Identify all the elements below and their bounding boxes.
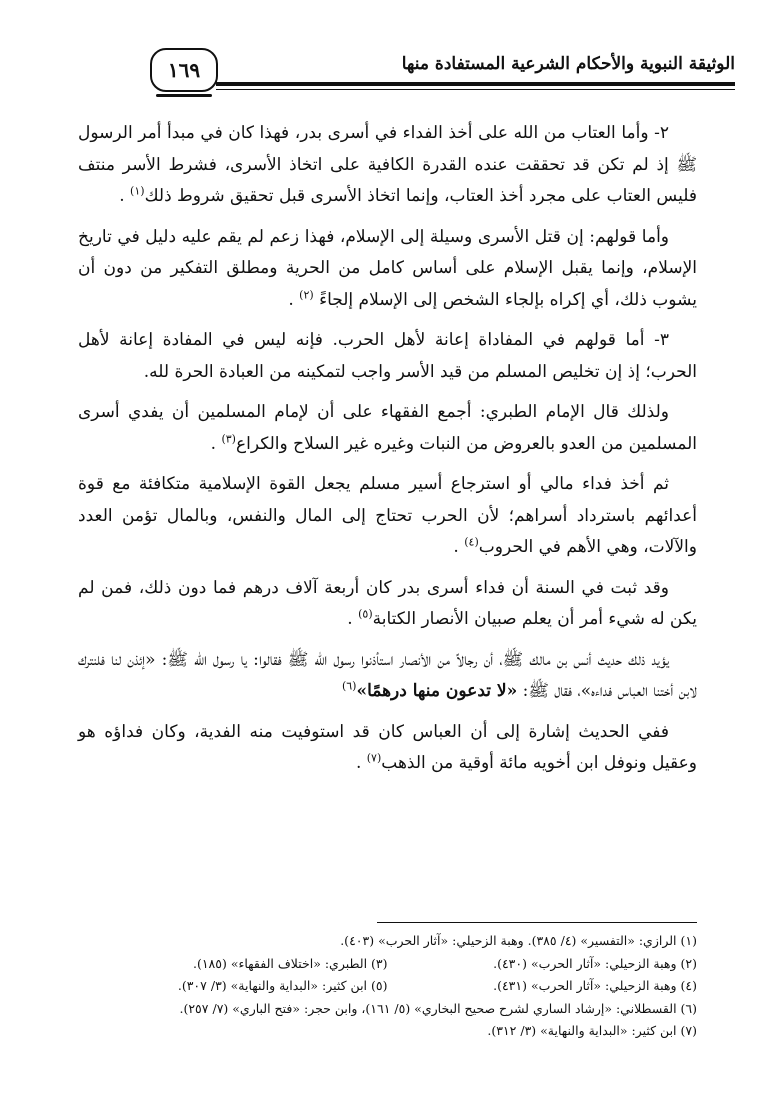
end-mark-8: . xyxy=(355,753,362,773)
footnote-row-4-5 xyxy=(78,975,697,998)
header-rule-thin xyxy=(216,89,735,90)
paragraph-3 xyxy=(78,325,697,388)
paragraph-6 xyxy=(78,573,697,636)
hadith-quote: «لا تدعون منها درهمًا» xyxy=(356,681,518,701)
paragraph-2 xyxy=(78,222,697,317)
paragraph-7-text: يؤيد ذلك حديث أنس بن مالك ﷺ، أن رجالاً من الأنصار استأذنوا رسول الله ﷺ فقالوا: يا رسول الله ﷺ: «إئذن لنا فلنترك لابن أختنا العباس فداءه»، فقال ﷺ: xyxy=(78,649,697,701)
footnotes xyxy=(78,930,697,1043)
paragraph-8-text: ففي الحديث إشارة إلى أن العباس كان قد استوفيت منه الفدية، وكان فداؤه هو وعقيل ونوفل ابن أخويه مائة أوقية من الذهب xyxy=(78,721,697,773)
footnote-separator xyxy=(377,922,697,923)
header-rule-thick xyxy=(216,82,735,86)
footnote-ref-4: (٤) xyxy=(464,535,479,549)
footnote-3: (٣) الطبري: «اختلاف الفقهاء» (١٨٥). xyxy=(192,955,388,971)
paragraph-6-text: وقد ثبت في السنة أن فداء أسرى بدر كان أربعة آلاف درهم فما دون ذلك، فمن لم يكن له شيء أمر أن يعلم صبيان الأنصار الكتابة xyxy=(78,577,697,629)
end-mark-5: . xyxy=(453,537,459,557)
paragraph-7 xyxy=(78,645,697,708)
end-mark-1: . xyxy=(119,186,125,206)
paragraph-4 xyxy=(78,397,697,460)
paragraph-8 xyxy=(78,717,697,780)
footnote-ref-6: (٦) xyxy=(341,679,357,693)
footnote-2: (٢) وهبة الزحيلي: «آثار الحرب» (٤٣٠). xyxy=(493,955,697,971)
footnote-row-2-3 xyxy=(78,953,697,976)
end-mark-6: . xyxy=(347,609,353,629)
end-mark-2: . xyxy=(288,289,294,310)
footnote-ref-5: (٥) xyxy=(358,607,373,621)
footnote-ref-3: (٣) xyxy=(221,431,236,445)
footnote-ref-7: (٧) xyxy=(366,751,382,765)
footnote-ref-1: (١) xyxy=(130,184,145,198)
page-number: ١٦٩ xyxy=(150,48,218,92)
paragraph-4-text: ولذلك قال الإمام الطبري: أجمع الفقهاء على أن لإمام المسلمين أن يفدي أسرى المسلمين من العدو بالعروض من النبات وغيره غير السلاح والكراع xyxy=(78,402,697,454)
footnote-1: (١) الرازي: «التفسير» (٤/ ٣٨٥). وهبة الزحيلي: «آثار الحرب» (٤٠٣). xyxy=(340,933,697,948)
footnote-7: (٧) ابن كثير: «البداية والنهاية» (٣/ ٣١٢). xyxy=(487,1023,697,1038)
paragraph-2-text: وأما قولهم: إن قتل الأسرى وسيلة إلى الإسلام، فهذا زعم لم يقم عليه دليل في تاريخ الإسلام، وإنما يقبل الإسلام على أساس كامل من الحرية ومطلق التفكير من دون أن يشوب ذلك، أي إكراه بإلجاء الشخص إلى الإسلام إلجاءً xyxy=(78,226,697,310)
end-mark-4: . xyxy=(210,433,217,454)
paragraph-1-text: ٢- وأما العتاب من الله على أخذ الفداء في أسرى بدر، فهذا كان في مبدأ أمر الرسول ﷺ إذ لم تكن قد تحققت عنده القدرة الكافية على اتخاذ الأسرى، فشرط الأسر منتف فليس العتاب على مجرد أخذ العتاب، وإنما اتخاذ الأسرى قبل تحقيق شروط ذلك xyxy=(78,123,697,206)
paragraph-3-text: ٣- أما قولهم في المفاداة إعانة لأهل الحرب. فإنه ليس في المفادة إعانة لأهل الحرب؛ إذ إن تخليص المسلم من قيد الأسر واجب لتمكينه من العبادة الحرة لله. xyxy=(78,330,697,382)
paragraph-5-text: ثم أخذ فداء مالي أو استرجاع أسير مسلم يجعل القوة الإسلامية متكافئة مع قوة أعدائهم باسترداد أسراهم؛ لأن الحرب تحتاج إلى المال والنفس، وبالمال تؤمن العدد والآلات، وهي الأهم في الحروب xyxy=(78,474,697,557)
paragraph-5 xyxy=(78,469,697,564)
header-title: الوثيقة النبوية والأحكام الشرعية المستفادة منها xyxy=(401,54,735,74)
footnote-ref-2: (٢) xyxy=(299,287,314,301)
footnote-4: (٤) وهبة الزحيلي: «آثار الحرب» (٤٣١). xyxy=(493,978,697,993)
running-header xyxy=(128,48,735,104)
footnote-6: (٦) القسطلاني: «إرشاد الساري لشرح صحيح البخاري» (٥/ ١٦١)، وابن حجر: «فتح الباري» (٧/ ٢٥٧). xyxy=(179,1000,697,1016)
paragraph-1 xyxy=(78,118,697,213)
footnote-5: (٥) ابن كثير: «البداية والنهاية» (٣/ ٣٠٧). xyxy=(177,978,388,993)
main-text xyxy=(78,118,697,789)
